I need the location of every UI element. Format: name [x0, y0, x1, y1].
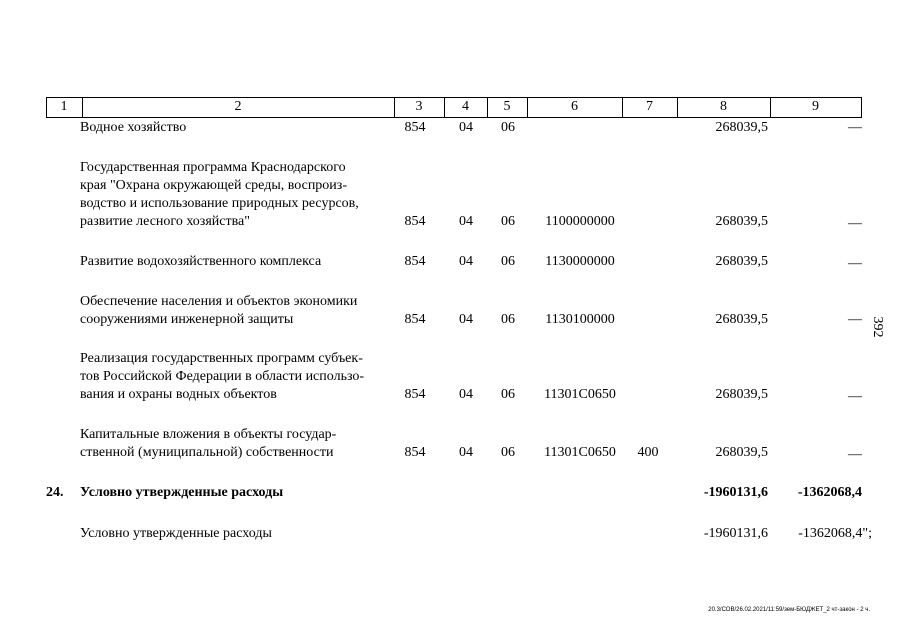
- row-code-6: 11301С0650: [544, 387, 616, 402]
- row-amount-8: 268039,5: [715, 445, 768, 460]
- footer-stamp: 20.3/СОВ/26.02.2021/11:59/зем-БЮДЖЕТ_2 чт-закон - 2 ч.: [708, 607, 870, 613]
- header-divider: [861, 97, 862, 117]
- row-code-4: 04: [459, 387, 473, 402]
- row-name-line: сооружениями инженерной защиты: [80, 312, 294, 327]
- row-name-line: Капитальные вложения в объекты государ-: [80, 427, 337, 442]
- row-code-3: 854: [404, 445, 426, 460]
- header-col-1: 1: [60, 99, 68, 114]
- row-name-line: тов Российской Федерации в области использо-: [80, 369, 365, 384]
- row-code-6: 1130000000: [545, 254, 615, 269]
- row-name-line: развитие лесного хозяйства": [80, 214, 250, 229]
- row-amount-8: 268039,5: [715, 387, 768, 402]
- row-name-line: ственной (муниципальной) собственности: [80, 445, 334, 460]
- row-amount-9: —: [848, 389, 862, 404]
- final-row-amount-8: -1960131,6: [703, 526, 768, 541]
- header-bottom-border: [46, 117, 862, 118]
- header-col-7: 7: [646, 99, 653, 114]
- header-col-8: 8: [720, 99, 727, 114]
- row-amount-8: 268039,5: [715, 120, 768, 135]
- page-number: 392: [870, 316, 885, 338]
- header-col-5: 5: [503, 99, 511, 114]
- row-code-5: 06: [501, 387, 515, 402]
- row-amount-9: —: [848, 256, 862, 271]
- row-code-3: 854: [404, 387, 426, 402]
- row-code-4: 04: [459, 312, 473, 327]
- row-code-7: 400: [637, 445, 659, 460]
- row-name-line: вания и охраны водных объектов: [80, 387, 277, 402]
- row-code-4: 04: [459, 120, 473, 135]
- row-name-line: водство и использование природных ресурсов,: [80, 196, 359, 211]
- row-code-4: 04: [459, 445, 473, 460]
- section-number: 24.: [46, 485, 64, 500]
- section-title: Условно утвержденные расходы: [80, 485, 284, 500]
- row-code-3: 854: [404, 312, 426, 327]
- section-amount-8: -1960131,6: [703, 485, 768, 500]
- final-row-name: Условно утвержденные расходы: [80, 526, 272, 541]
- header-col-6: 6: [571, 99, 578, 114]
- row-amount-9: —: [848, 312, 862, 327]
- row-amount-9: —: [848, 216, 862, 231]
- row-amount-8: 268039,5: [715, 312, 768, 327]
- row-amount-8: 268039,5: [715, 254, 768, 269]
- row-code-5: 06: [501, 120, 515, 135]
- row-code-3: 854: [404, 214, 426, 229]
- row-name: Водное хозяйство: [80, 120, 187, 135]
- row-code-6: 11301С0650: [544, 445, 616, 460]
- row-name-line: Реализация государственных программ субъек-: [80, 351, 363, 366]
- row-code-6: 1100000000: [545, 214, 615, 229]
- row-code-5: 06: [501, 214, 515, 229]
- row-name-line: Обеспечение населения и объектов экономики: [80, 294, 358, 309]
- row-name-line: Государственная программа Краснодарского: [80, 160, 346, 175]
- row-code-5: 06: [501, 445, 515, 460]
- row-name-line: края "Охрана окружающей среды, воспроиз-: [80, 178, 347, 193]
- section-amount-9: -1362068,4: [797, 485, 862, 500]
- header-col-3: 3: [415, 99, 423, 114]
- header-col-2: 2: [234, 99, 242, 114]
- row-amount-9: —: [848, 120, 862, 135]
- row-code-6: 1130100000: [545, 312, 615, 327]
- row-code-5: 06: [501, 312, 515, 327]
- row-code-5: 06: [501, 254, 515, 269]
- row-code-3: 854: [404, 254, 426, 269]
- header-col-4: 4: [462, 99, 469, 114]
- header-col-9: 9: [812, 99, 819, 114]
- row-code-3: 854: [404, 120, 426, 135]
- final-row-amount-9: -1362068,4";: [798, 526, 872, 541]
- row-code-4: 04: [459, 214, 473, 229]
- row-amount-9: —: [848, 447, 862, 462]
- row-name: Развитие водохозяйственного комплекса: [80, 254, 322, 269]
- row-amount-8: 268039,5: [715, 214, 768, 229]
- row-code-4: 04: [459, 254, 473, 269]
